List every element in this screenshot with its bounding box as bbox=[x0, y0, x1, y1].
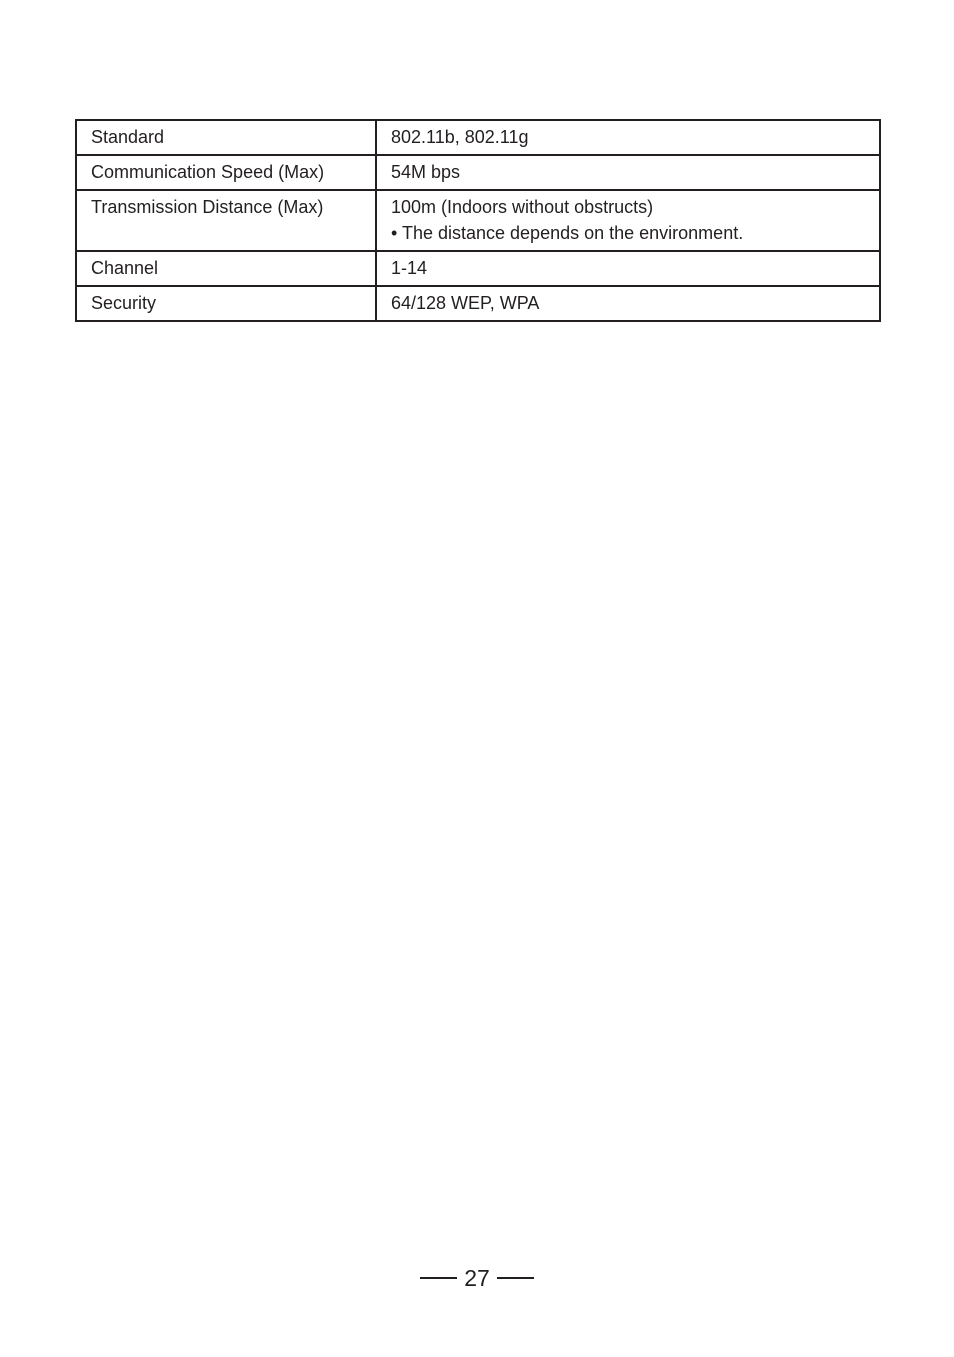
spec-value-note: • The distance depends on the environment. bbox=[391, 223, 744, 243]
table-row bbox=[76, 251, 880, 286]
spec-value-channel bbox=[376, 251, 880, 286]
spec-value-speed bbox=[376, 155, 880, 190]
spec-label-speed: Communication Speed (Max) bbox=[76, 155, 376, 190]
spec-value-distance bbox=[376, 190, 880, 251]
spec-label-distance: Transmission Distance (Max) bbox=[76, 190, 376, 251]
spec-value-line: 100m (Indoors without obstructs) bbox=[391, 197, 654, 217]
spec-label-channel: Channel bbox=[76, 251, 376, 286]
spec-value-line: 1-14 bbox=[391, 258, 428, 278]
page-number: 27 bbox=[464, 1265, 490, 1291]
spec-value-line: 64/128 WEP, WPA bbox=[391, 293, 540, 313]
table-row bbox=[76, 155, 880, 190]
spec-value-line: 54M bps bbox=[391, 162, 461, 182]
spec-value-security bbox=[376, 286, 880, 321]
spec-label-security: Security bbox=[76, 286, 376, 321]
page-number-left-rule bbox=[420, 1277, 457, 1279]
spec-value-line: 802.11b, 802.11g bbox=[391, 127, 529, 147]
table-row bbox=[76, 120, 880, 155]
table-row bbox=[76, 190, 880, 251]
table-row bbox=[76, 286, 880, 321]
page-footer bbox=[0, 1262, 954, 1294]
spec-value-standard bbox=[376, 120, 880, 155]
spec-label-standard: Standard bbox=[76, 120, 376, 155]
page-number-right-rule bbox=[497, 1277, 534, 1279]
wireless-spec-table bbox=[75, 119, 881, 322]
